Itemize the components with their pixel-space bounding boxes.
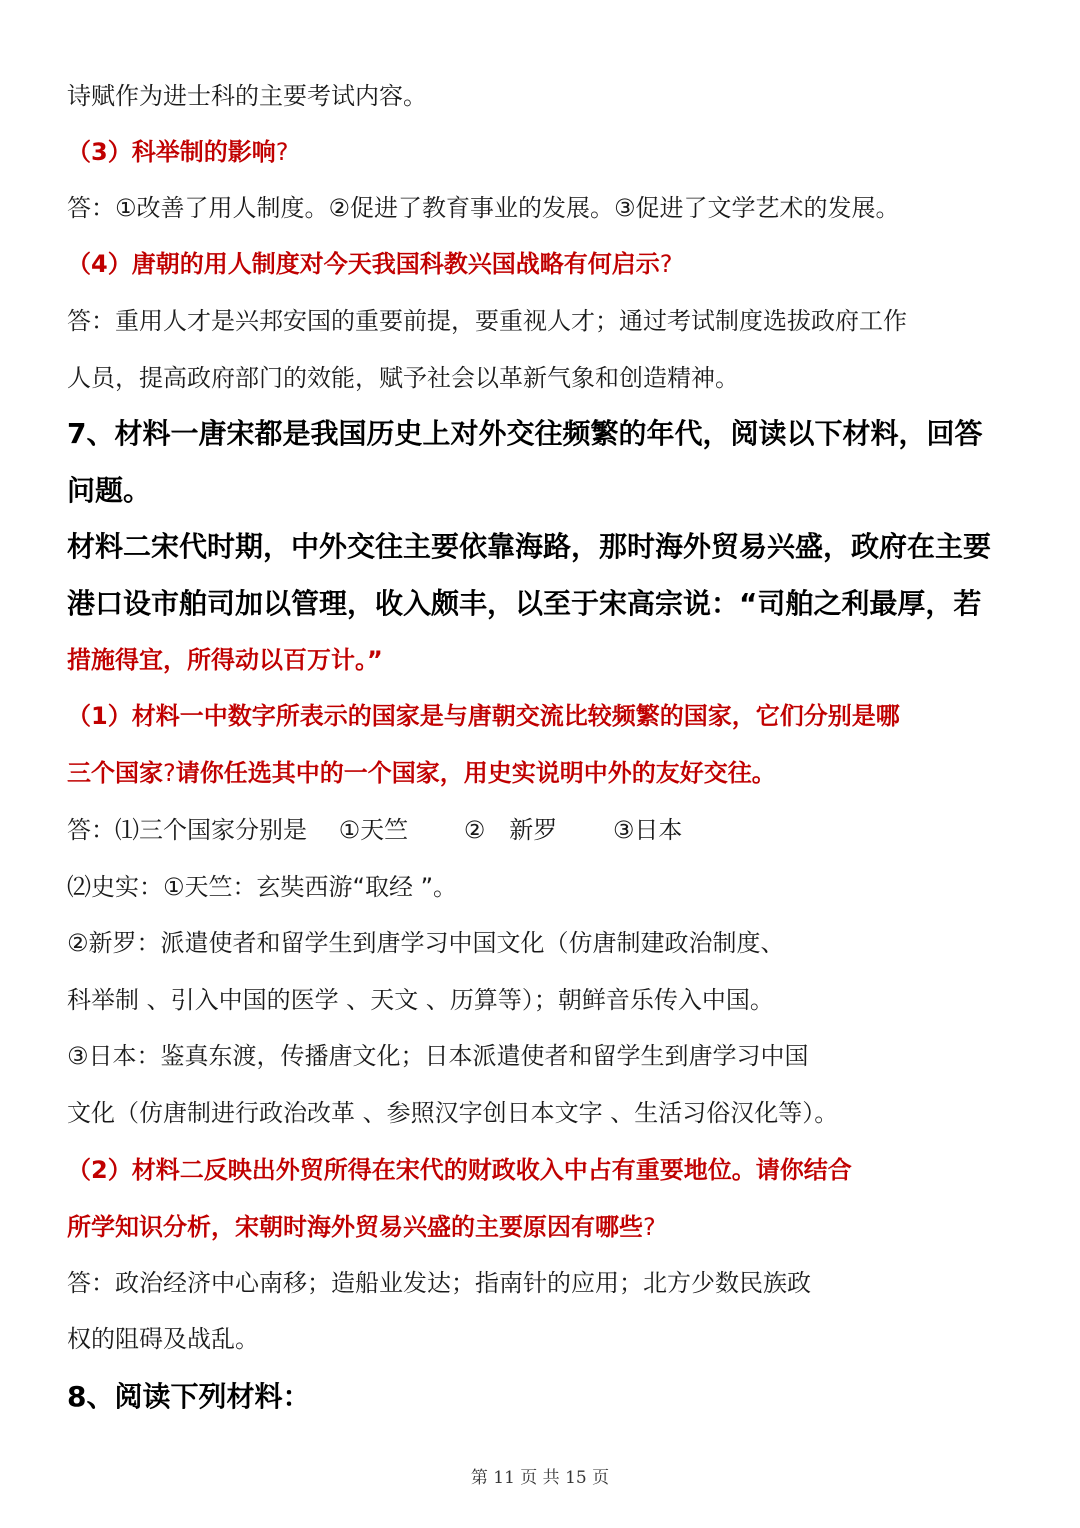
answer-1-line-3: ②新罗：派遣使者和留学生到唐学习中国文化（仿唐制建政治制度、 <box>67 929 785 957</box>
answer-4-line-1: 答：重用人才是兴邦安国的重要前提，要重视人才；通过考试制度选拔政府工作 <box>67 307 907 335</box>
question-4-heading <box>67 252 672 276</box>
subquestion-1-line-1: （1）材料一中数字所表示的国家是与唐朝交流比较频繁的国家，它们分别是哪 <box>67 702 900 730</box>
subquestion-1-line-2 <box>67 761 776 785</box>
subquestion-2-line-1: （2）材料二反映出外贸所得在宋代的财政收入中占有重要地位。请你结合 <box>67 1156 852 1184</box>
page-number-footer: 第 11 页 共 15 页 <box>470 1468 610 1488</box>
question-mark: ? <box>275 138 289 166</box>
answer-2-line-2: 权的阻碍及战乱。 <box>67 1325 259 1353</box>
material-2-line-1: 材料二宋代时期，中外交往主要依靠海路，那时海外贸易兴盛，政府在主要 <box>67 530 992 563</box>
question-4-text: （4）唐朝的用人制度对今天我国科教兴国战略有何启示 <box>67 250 660 278</box>
answer-2-line-1: 答：政治经济中心南移；造船业发达；指南针的应用；北方少数民族政 <box>67 1269 811 1297</box>
answer-1-line-1: 答：⑴三个国家分别是 ①天竺 ② 新罗 ③日本 <box>67 816 683 844</box>
question-3-text: （3）科举制的影响 <box>67 138 276 166</box>
answer-3: 答：①改善了用人制度。②促进了教育事业的发展。③促进了文学艺术的发展。 <box>67 194 900 222</box>
question-mark: ? <box>643 1213 656 1241</box>
question-7-line-1: 7、材料一唐宋都是我国历史上对外交往频繁的年代，阅读以下材料，回答 <box>67 417 983 450</box>
answer-1-line-2: ⑵史实：①天竺：玄奘西游“取经 ”。 <box>67 873 458 901</box>
material-2-line-2: 港口设市舶司加以管理，收入颇丰，以至于宋高宗说：“司舶之利最厚，若 <box>67 587 982 620</box>
question-mark: ? <box>163 759 176 787</box>
subquestion-2-text: 所学知识分析，宋朝时海外贸易兴盛的主要原因有哪些 <box>67 1213 643 1241</box>
material-2-line-3: 措施得宜，所得动以百万计。” <box>67 646 383 674</box>
subquestion-1-part-a: 三个国家 <box>67 759 163 787</box>
question-7-line-2: 问题。 <box>67 474 152 507</box>
question-3-heading <box>67 140 288 164</box>
answer-4-line-2: 人员，提高政府部门的效能，赋予社会以革新气象和创造精神。 <box>67 364 739 392</box>
answer-1-line-6: 文化（仿唐制进行政治改革 、参照汉字创日本文字 、生活习俗汉化等）。 <box>67 1099 839 1127</box>
answer-1-line-5: ③日本：鉴真东渡，传播唐文化；日本派遣使者和留学生到唐学习中国 <box>67 1042 809 1070</box>
subquestion-2-line-2 <box>67 1215 656 1239</box>
subquestion-1-part-c: 请你任选其中的一个国家，用史实说明中外的友好交往。 <box>175 759 776 787</box>
question-mark: ? <box>659 250 673 278</box>
question-8-heading: 8、阅读下列材料： <box>67 1380 311 1413</box>
text-line: 诗赋作为进士科的主要考试内容。 <box>67 82 427 110</box>
answer-1-line-4: 科举制 、引入中国的医学 、天文 、历算等）；朝鲜音乐传入中国。 <box>67 986 774 1014</box>
